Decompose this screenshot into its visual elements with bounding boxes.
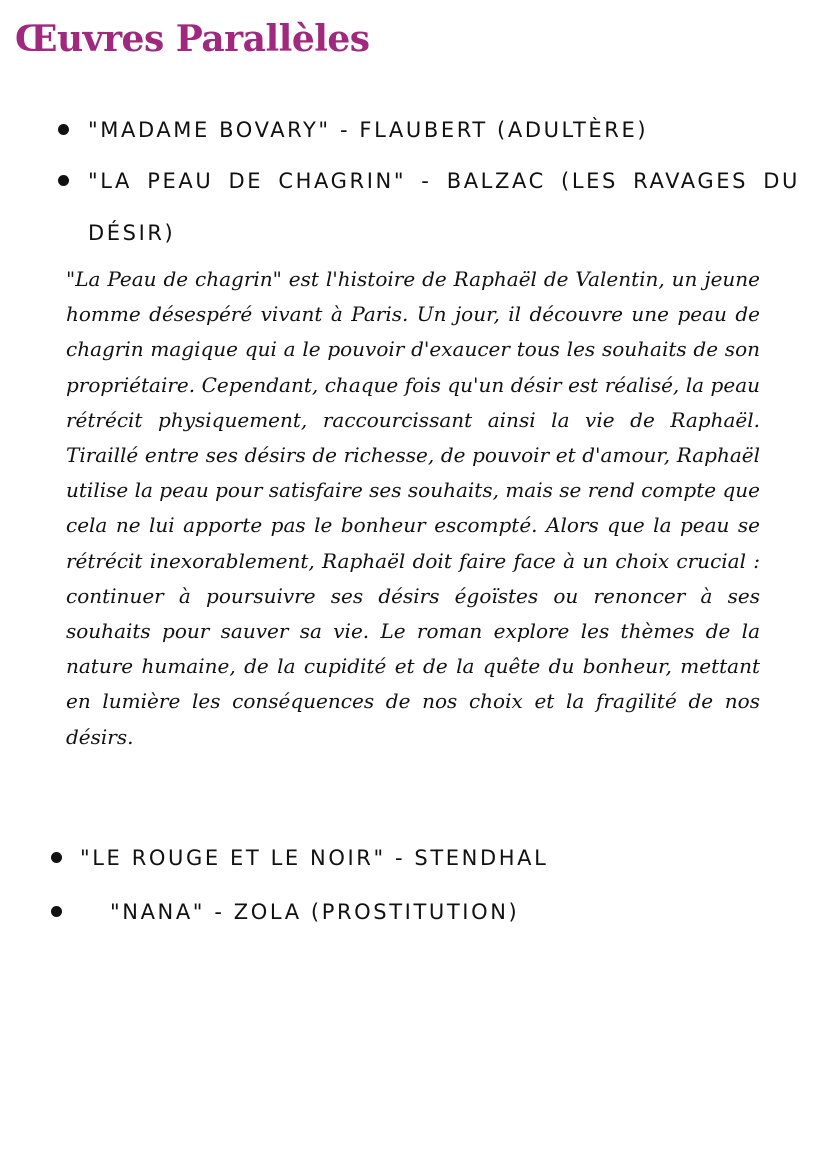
work-label: "LE ROUGE ET LE NOIR" - STENDHAL xyxy=(80,846,549,870)
summary-paragraph: "La Peau de chagrin" est l'histoire de Raphaël de Valentin, un jeune homme désespéré vivant à Paris. Un jour, il découvre une peau de chagrin magique qui a le pouvoir d'exaucer tous les souhaits de son propriétaire. Cependant, chaque fois qu'un désir est réalisé, la peau rétrécit physiquement, raccourcissant ainsi la vie de Raphaël. Tiraillé entre ses désirs de richesse, de pouvoir et d'amour, Raphaël utilise la peau pour satisfaire ses souhaits, mais se rend compte que cela ne lui apporte pas le bonheur escompté. Alors que la peau se rétrécit inexorablement, Raphaël doit faire face à un choix crucial : continuer à poursuivre ses désirs égoïstes ou renoncer à ses souhaits pour sauver sa vie. Le roman explore les thèmes de la nature humaine, de la cupidité et de la quête du bonheur, mettant en lumière les conséquences de nos choix et la fragilité de nos désirs. xyxy=(66,267,760,749)
list-item-peau-de-chagrin xyxy=(88,155,800,259)
work-label: "MADAME BOVARY" - FLAUBERT (ADULTÈRE) xyxy=(88,118,649,142)
list-item-rouge-et-noir xyxy=(80,832,780,884)
list-item-nana xyxy=(110,886,800,938)
work-label: "NANA" - ZOLA (PROSTITUTION) xyxy=(110,900,520,924)
bullet-dot-icon xyxy=(51,852,62,863)
bullet-dot-icon xyxy=(51,906,62,917)
bullet-dot-icon xyxy=(58,175,69,186)
work-label: "LA PEAU DE CHAGRIN" - BALZAC (LES RAVAGES DU DÉSIR) xyxy=(88,169,800,245)
bullet-dot-icon xyxy=(58,124,69,135)
list-item-madame-bovary xyxy=(88,104,788,156)
page-title: Œuvres Parallèles xyxy=(15,18,370,60)
